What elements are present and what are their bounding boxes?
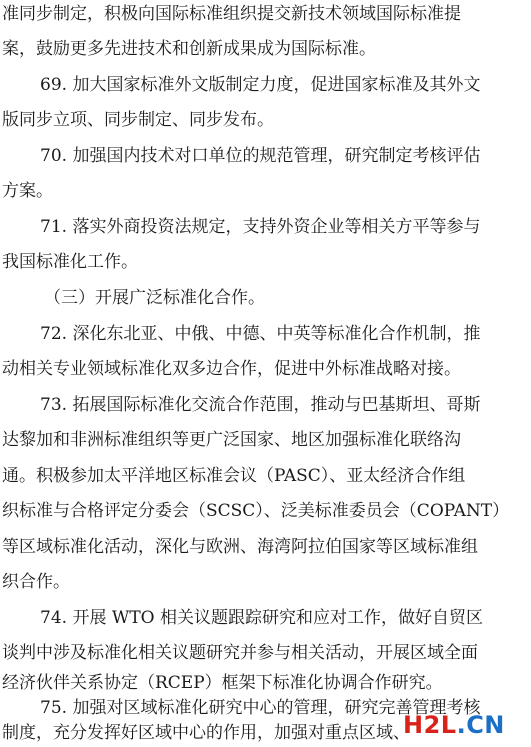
text-line: 通。积极参加太平洋地区标准会议（PASC）、亚太经济合作组 — [2, 466, 466, 486]
text-line: 75. 加强对区域标准化研究中心的管理，研究完善管理考核 — [40, 698, 481, 718]
text-line: 70. 加强国内技术对口单位的规范管理，研究制定考核评估 — [40, 146, 481, 166]
section-heading: （三）开展广泛标准化合作。 — [44, 288, 265, 308]
text-line: 我国标准化工作。 — [2, 252, 138, 272]
site-watermark-logo — [403, 709, 521, 741]
text-line: 准同步制定，积极向国际标准组织提交新技术领域国际标准提 — [2, 4, 461, 24]
text-line: 动相关专业领域标准化双多边合作，促进中外标准战略对接。 — [2, 359, 461, 379]
watermark-cn: .CN — [456, 711, 505, 739]
text-line: 谈判中涉及标准化相关议题研究并参与相关活动，开展区域全面 — [2, 643, 478, 663]
text-line: 等区域标准化活动，深化与欧洲、海湾阿拉伯国家等区域标准组 — [2, 537, 478, 557]
text-line: 织标准与合格评定分委会（SCSC）、泛美标准委员会（COPANT） — [2, 501, 510, 521]
text-line: 69. 加大国家标准外文版制定力度，促进国家标准及其外文 — [40, 75, 481, 95]
text-line: 达黎加和非洲标准组织等更广泛国家、地区加强标准化联络沟 — [2, 430, 461, 450]
text-line: 版同步立项、同步制定、同步发布。 — [2, 110, 274, 130]
text-line: 方案。 — [2, 181, 53, 201]
text-line: 71. 落实外商投资法规定，支持外资企业等相关方平等参与 — [40, 217, 481, 237]
text-line: 73. 拓展国际标准化交流合作范围，推动与巴基斯坦、哥斯 — [40, 395, 481, 415]
text-line: 案，鼓励更多先进技术和创新成果成为国际标准。 — [2, 39, 376, 59]
text-line: 经济伙伴关系协定（RCEP）框架下标准化协调合作研究。 — [2, 673, 443, 693]
text-line: 制度，充分发挥好区域中心的作用，加强对重点区域、 — [2, 723, 410, 743]
text-line: 72. 深化东北亚、中俄、中德、中英等标准化合作机制，推 — [40, 324, 481, 344]
text-line: 织合作。 — [2, 572, 70, 592]
text-line: 74. 开展 WTO 相关议题跟踪研究和应对工作，做好自贸区 — [40, 608, 483, 628]
watermark-h2l: H2L — [403, 711, 457, 739]
